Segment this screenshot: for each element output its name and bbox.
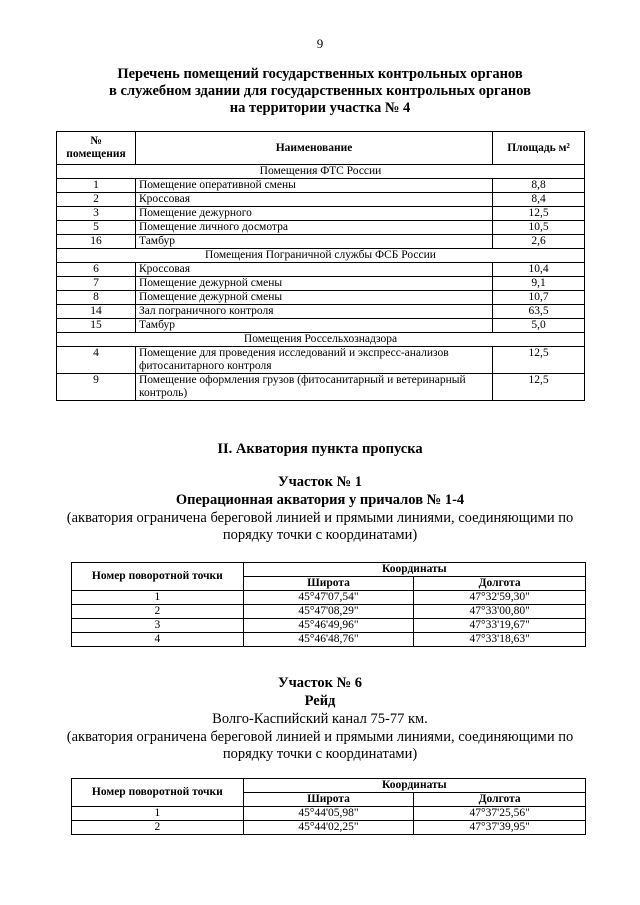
longitude: 47°32'59,30" [414, 591, 586, 605]
longitude: 47°33'00,80" [414, 605, 586, 619]
room-name: Кроссовая [135, 193, 492, 207]
table-row [72, 591, 586, 605]
room-area: 8,8 [493, 179, 585, 193]
room-name: Тамбур [135, 319, 492, 333]
table-row [72, 633, 586, 647]
table-row [57, 221, 585, 235]
group-title: Помещения Россельхознадзора [57, 333, 585, 347]
table-row [57, 291, 585, 305]
room-area: 5,0 [493, 319, 585, 333]
table-row [57, 277, 585, 291]
table-row [57, 319, 585, 333]
room-area: 10,7 [493, 291, 585, 305]
table-row [57, 374, 585, 401]
longitude: 47°33'19,67" [414, 619, 586, 633]
room-name: Помещение оформления грузов (фитосанитарный и ветеринарный контроль) [135, 374, 492, 401]
table-row [57, 263, 585, 277]
header-room-number: № помещения [57, 132, 136, 165]
room-name: Помещение личного досмотра [135, 221, 492, 235]
room-no: 16 [57, 235, 136, 249]
table-row [72, 821, 586, 835]
header-coords: Координаты [243, 563, 585, 577]
group-title: Помещения Пограничной службы ФСБ России [57, 249, 585, 263]
group-title: Помещения ФТС России [57, 165, 585, 179]
latitude: 45°46'49,96" [243, 619, 414, 633]
latitude: 45°44'05,98" [243, 807, 414, 821]
coords-table-1 [71, 562, 586, 647]
room-no: 1 [57, 179, 136, 193]
room-name: Тамбур [135, 235, 492, 249]
room-no: 3 [57, 207, 136, 221]
table-row [72, 807, 586, 821]
section1-subtitle: Операционная акватория у причалов № 1-4 [175, 492, 465, 508]
room-area: 8,4 [493, 193, 585, 207]
header-lat: Широта [243, 793, 414, 807]
table-row [57, 179, 585, 193]
section1-note-line-2: порядку точки с координатами) [222, 527, 418, 543]
section6-line: Волго-Каспийский канал 75-77 км. [212, 711, 428, 727]
room-area: 12,5 [493, 207, 585, 221]
table-row [72, 619, 586, 633]
header-lon: Долгота [414, 577, 586, 591]
table-row [57, 193, 585, 207]
table-row [57, 347, 585, 374]
section1-title: Участок № 1 [277, 474, 363, 490]
longitude: 47°37'39,95" [414, 821, 586, 835]
room-no: 8 [57, 291, 136, 305]
section6-note-line-2: порядку точки с координатами) [222, 746, 418, 762]
rooms-table [56, 131, 585, 401]
room-no: 4 [57, 347, 136, 374]
latitude: 45°46'48,76" [243, 633, 414, 647]
latitude: 45°44'02,25" [243, 821, 414, 835]
page-number: 9 [316, 36, 324, 51]
section6-title: Участок № 6 [277, 675, 363, 691]
latitude: 45°47'07,54" [243, 591, 414, 605]
room-area: 63,5 [493, 305, 585, 319]
latitude: 45°47'08,29" [243, 605, 414, 619]
room-name: Помещение для проведения исследований и экспресс-анализов фитосанитарного контроля [135, 347, 492, 374]
room-no: 14 [57, 305, 136, 319]
section-title: II. Акватория пункта пропуска [217, 441, 423, 457]
header-room-name: Наименование [135, 132, 492, 165]
header-lat: Широта [243, 577, 414, 591]
header-point: Номер поворотной точки [72, 779, 244, 807]
room-name: Кроссовая [135, 263, 492, 277]
room-no: 5 [57, 221, 136, 235]
room-name: Помещение дежурной смены [135, 277, 492, 291]
room-area: 9,1 [493, 277, 585, 291]
point-no: 2 [72, 605, 244, 619]
section1-note-line-1: (акватория ограничена береговой линией и прямыми линиями, соединяющими по [66, 510, 574, 526]
longitude: 47°33'18,63" [414, 633, 586, 647]
room-no: 9 [57, 374, 136, 401]
point-no: 1 [72, 591, 244, 605]
table-row [57, 305, 585, 319]
point-no: 2 [72, 821, 244, 835]
room-no: 7 [57, 277, 136, 291]
room-area: 10,4 [493, 263, 585, 277]
room-no: 15 [57, 319, 136, 333]
header-room-area: Площадь м² [493, 132, 585, 165]
longitude: 47°37'25,56" [414, 807, 586, 821]
coords-table-6 [71, 778, 586, 835]
room-name: Помещение дежурной смены [135, 291, 492, 305]
table-row [72, 605, 586, 619]
room-area: 10,5 [493, 221, 585, 235]
room-area: 12,5 [493, 347, 585, 374]
point-no: 1 [72, 807, 244, 821]
point-no: 3 [72, 619, 244, 633]
section6-subtitle: Рейд [304, 693, 336, 709]
header-point: Номер поворотной точки [72, 563, 244, 591]
point-no: 4 [72, 633, 244, 647]
section6-note-line-1: (акватория ограничена береговой линией и прямыми линиями, соединяющими по [66, 729, 574, 745]
room-area: 12,5 [493, 374, 585, 401]
room-area: 2,6 [493, 235, 585, 249]
table-row [57, 207, 585, 221]
room-name: Помещение дежурного [135, 207, 492, 221]
page-title-line-3: на территории участка № 4 [229, 100, 411, 116]
page-title-line-1: Перечень помещений государственных контрольных органов [117, 66, 523, 82]
page-title-line-2: в служебном здании для государственных контрольных органов [109, 83, 531, 99]
header-lon: Долгота [414, 793, 586, 807]
header-coords: Координаты [243, 779, 585, 793]
room-no: 2 [57, 193, 136, 207]
room-name: Зал пограничного контроля [135, 305, 492, 319]
room-no: 6 [57, 263, 136, 277]
table-row [57, 235, 585, 249]
room-name: Помещение оперативной смены [135, 179, 492, 193]
